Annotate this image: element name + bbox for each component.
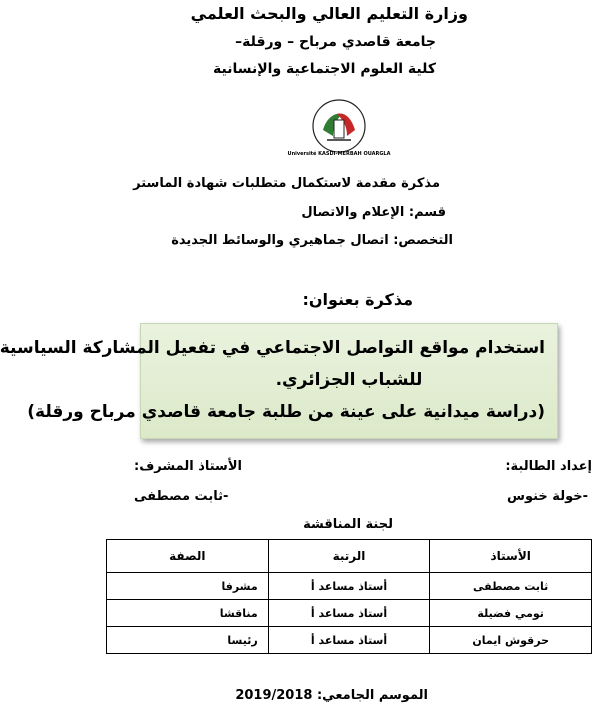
table-row [107, 600, 592, 627]
professor-role: رئيسا [107, 627, 269, 654]
faculty-name: كلية العلوم الاجتماعية والإنسانية [213, 61, 436, 77]
professor-rank: أستاذ مساعد أ [268, 573, 430, 600]
thesis-title-line2: للشباب الجزائري. [275, 370, 423, 390]
memo-line: مذكرة مقدمة لاستكمال متطلبات شهادة الماستر [133, 176, 440, 191]
thesis-title-box [0, 323, 558, 439]
column-header-rank: الرتبة [268, 540, 430, 573]
ministry-title: وزارة التعليم العالي والبحث العلمي [190, 4, 468, 23]
table-row [107, 627, 592, 654]
title-label: مذكرة بعنوان: [302, 290, 413, 309]
column-header-role: الصفة [107, 540, 269, 573]
university-logo [287, 96, 391, 158]
professor-role: مشرفا [107, 573, 269, 600]
professor-name: حرقوش ايمان [430, 627, 592, 654]
student-name: -خولة خنوس [507, 489, 588, 504]
professor-role: مناقشا [107, 600, 269, 627]
department-line: قسم: الإعلام والاتصال [301, 205, 446, 220]
committee-table [106, 539, 592, 654]
academic-year: الموسم الجامعي: 2019/2018 [235, 688, 428, 703]
logo-caption: Université KASDI-MERBAH OUARGLA [287, 151, 391, 157]
supervisor-name: -ثابت مصطفى [134, 489, 229, 504]
table-row [107, 573, 592, 600]
table-header-row [107, 540, 592, 573]
professor-rank: أستاذ مساعد أ [268, 600, 430, 627]
supervisor-label: الأستاذ المشرف: [134, 459, 242, 474]
thesis-subtitle: (دراسة ميدانية على عينة من طلبة جامعة قاصدي مرباح ورقلة) [27, 402, 545, 422]
professor-name: تومي فضيلة [430, 600, 592, 627]
committee-title: لجنة المناقشة [303, 517, 393, 532]
column-header-professor: الأستاذ [430, 540, 592, 573]
student-label: إعداد الطالبة: [505, 459, 592, 474]
university-name: جامعة قاصدي مرباح – ورقلة– [235, 34, 436, 50]
professor-name: ثابت مصطفى [430, 573, 592, 600]
professor-rank: أستاذ مساعد أ [268, 627, 430, 654]
specialty-line: التخصص: اتصال جماهيري والوسائط الجديدة [171, 233, 453, 248]
thesis-title-line1: استخدام مواقع التواصل الاجتماعي في تفعيل المشاركة السياسية [0, 338, 545, 358]
